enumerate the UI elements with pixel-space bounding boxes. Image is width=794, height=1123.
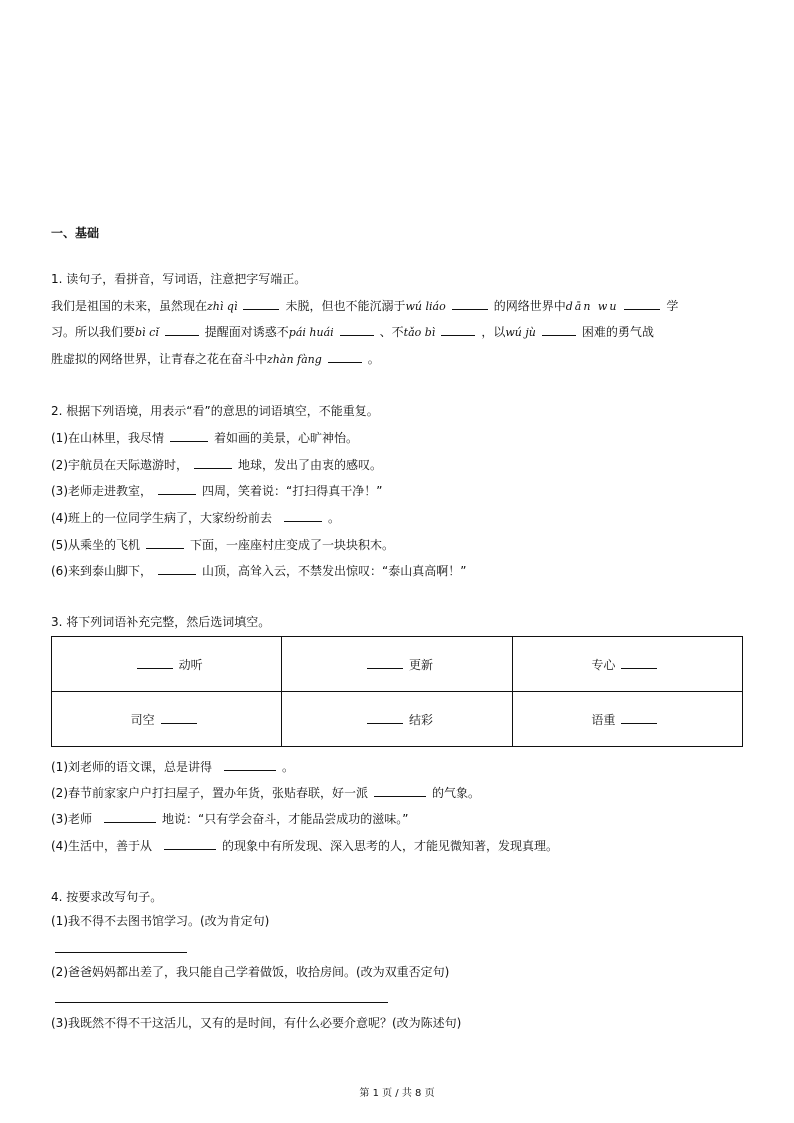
table-cell [282, 692, 512, 747]
table-cell [282, 637, 512, 692]
word-fragment: 语重 [591, 712, 616, 727]
word-fragment: 更新 [408, 657, 433, 672]
q1-l2-text-b: 提醒面对诱惑不 [204, 325, 289, 339]
q2-item-text: 下面，一座座村庄变成了一块块积木。 [190, 538, 395, 552]
answer-line[interactable] [55, 952, 187, 953]
q2-item-text: 山顶，高耸入云，不禁发出惊叹：“泰山真高啊！” [202, 564, 467, 578]
pinyin: zhàn fàng [267, 353, 322, 366]
answer-blank[interactable] [621, 667, 657, 669]
word-fragment: 司空 [130, 712, 155, 727]
answer-blank[interactable] [146, 547, 184, 549]
word-completion-table [51, 636, 743, 747]
q1-l3-text-a: 胜虚拟的网络世界，让青春之花在奋斗中 [51, 352, 268, 366]
answer-blank[interactable] [284, 520, 322, 522]
pinyin: tǎo bì [403, 326, 436, 339]
answer-blank[interactable] [194, 467, 232, 469]
q2-item [51, 429, 358, 446]
q2-item-text: 地球，发出了由衷的感叹。 [238, 458, 383, 472]
answer-blank[interactable] [158, 493, 196, 495]
table-cell [512, 692, 742, 747]
q1-l3-text-b: 。 [367, 352, 380, 366]
q3-item [51, 837, 558, 854]
q1-l1-text-a: 我们是祖国的未来，虽然现在 [51, 299, 208, 313]
answer-blank[interactable] [340, 334, 374, 336]
answer-blank[interactable] [104, 821, 156, 823]
q1-l1-text-d: 学 [666, 299, 679, 313]
q3-item-text: 。 [282, 760, 295, 774]
q3-item-text: (2)春节前家家户户打扫屋子，置办年货，张贴春联，好一派 [51, 786, 369, 800]
answer-blank[interactable] [165, 334, 199, 336]
q2-item-text: (4)班上的一位同学生病了，大家纷纷前去 [51, 511, 272, 525]
answer-blank[interactable] [441, 334, 475, 336]
answer-blank[interactable] [158, 573, 196, 575]
q4-item: (2)爸爸妈妈都出差了，我只能自己学着做饭，收拾房间。(改为双重否定句) [51, 965, 450, 979]
answer-blank[interactable] [621, 722, 657, 724]
table-cell [52, 692, 282, 747]
q3-item-text: (1)刘老师的语文课，总是讲得 [51, 760, 212, 774]
word-fragment: 结彩 [408, 712, 433, 727]
table-cell [512, 637, 742, 692]
pinyin: pái huái [288, 326, 334, 339]
pinyin: wú jù [505, 326, 536, 339]
q4-item: (3)我既然不得不干这活儿，又有的是时间，有什么必要介意呢？(改为陈述句) [51, 1016, 462, 1030]
pinyin: dān wu [565, 300, 619, 313]
q3-item-text: 的现象中有所发现、深入思考的人，才能见微知著，发现真理。 [222, 839, 559, 853]
answer-blank[interactable] [328, 361, 362, 363]
table-row [52, 637, 743, 692]
q3-item-text: 地说：“只有学会奋斗，才能品尝成功的滋味。” [162, 812, 409, 826]
q2-item-text: (3)老师走进教室， [51, 484, 152, 498]
pinyin: zhì qì [207, 300, 238, 313]
q1-l1-text-c: 的网络世界中 [493, 299, 566, 313]
table-row [52, 692, 743, 747]
q2-item [51, 536, 394, 553]
q3-prompt: 3. 将下列词语补充完整，然后选词填空。 [51, 615, 271, 629]
q1-l2-text-a: 习。所以我们要 [51, 325, 136, 339]
q3-item-text: 的气象。 [432, 786, 481, 800]
q2-item-text: (5)从乘坐的飞机 [51, 538, 140, 552]
q3-item [51, 758, 294, 775]
answer-blank[interactable] [452, 308, 488, 310]
q4-item: (1)我不得不去图书馆学习。(改为肯定句) [51, 914, 270, 928]
q1-l2-text-d: ，以 [481, 325, 506, 339]
answer-blank[interactable] [542, 334, 576, 336]
answer-blank[interactable] [164, 848, 216, 850]
page-footer: 第 1 页 / 共 8 页 [359, 1088, 435, 1099]
q1-line-2 [51, 323, 654, 340]
pinyin: bì cǐ [135, 326, 159, 339]
q1-l2-text-e: 困难的勇气战 [581, 325, 654, 339]
answer-blank[interactable] [624, 308, 660, 310]
q2-item [51, 482, 382, 499]
answer-blank[interactable] [374, 795, 426, 797]
table-cell [52, 637, 282, 692]
q2-item-text: 。 [328, 511, 341, 525]
answer-blank[interactable] [170, 440, 208, 442]
q3-item [51, 810, 408, 827]
q1-l1-text-b: 未脱，但也不能沉溺于 [285, 299, 406, 313]
answer-line[interactable] [55, 1002, 388, 1003]
q2-prompt: 2. 根据下列语境，用表示“看”的意思的词语填空，不能重复。 [51, 404, 379, 418]
pinyin: wú liáo [405, 300, 446, 313]
q2-item [51, 456, 382, 473]
q1-line-1 [51, 297, 678, 314]
q2-item [51, 562, 466, 579]
answer-blank[interactable] [224, 769, 276, 771]
q4-prompt: 4. 按要求改写句子。 [51, 890, 163, 904]
q3-item-text: (4)生活中，善于从 [51, 839, 152, 853]
q3-item [51, 784, 480, 801]
word-fragment: 专心 [591, 657, 616, 672]
q1-line-3 [51, 350, 380, 367]
q2-item-text: 着如画的美景，心旷神怡。 [214, 431, 359, 445]
q2-item-text: 四周，笑着说：“打扫得真干净！” [202, 484, 383, 498]
section-title: 一、基础 [51, 226, 100, 240]
answer-blank[interactable] [161, 722, 197, 724]
q1-l2-text-c: 、不 [379, 325, 404, 339]
answer-blank[interactable] [243, 308, 279, 310]
q3-item-text: (3)老师 [51, 812, 92, 826]
q2-item [51, 509, 340, 526]
answer-blank[interactable] [367, 722, 403, 724]
q2-item-text: (2)宇航员在天际遨游时， [51, 458, 188, 472]
word-fragment: 动听 [178, 657, 203, 672]
answer-blank[interactable] [137, 667, 173, 669]
q2-item-text: (6)来到泰山脚下， [51, 564, 152, 578]
q1-prompt: 1. 读句子，看拼音，写词语，注意把字写端正。 [51, 272, 307, 286]
q2-item-text: (1)在山林里，我尽情 [51, 431, 164, 445]
answer-blank[interactable] [367, 667, 403, 669]
